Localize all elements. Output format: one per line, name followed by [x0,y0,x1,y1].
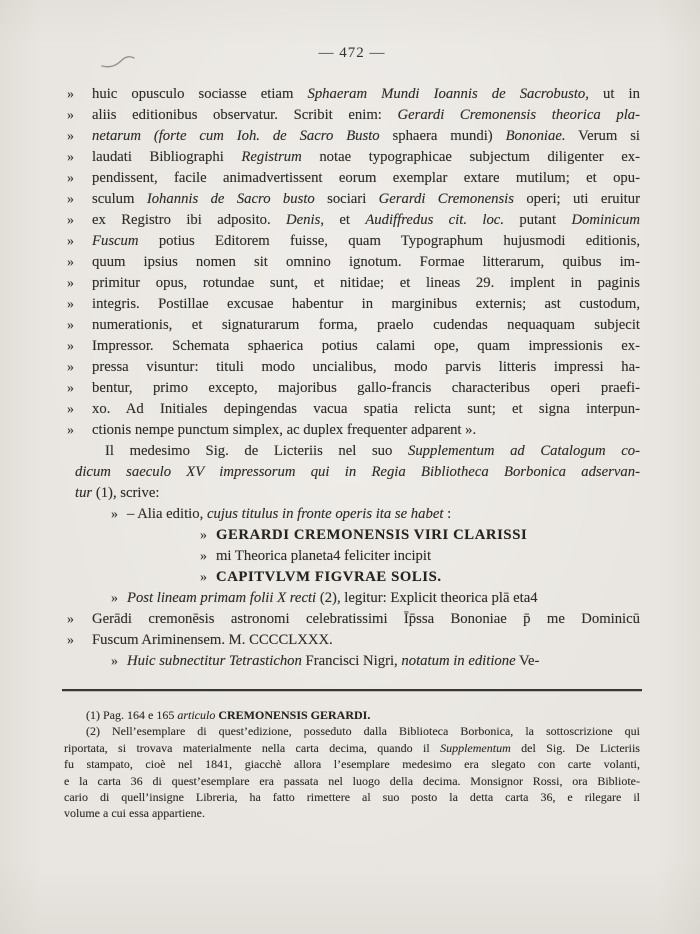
quote-marker: » [67,297,74,312]
text-segment: Iohannis de Sacro busto [146,191,315,207]
text-line [64,546,640,567]
line-text [92,315,640,336]
text-line [64,651,640,672]
line-text [64,757,640,771]
text-segment: notatum in editione [401,653,516,669]
text-line [64,609,640,630]
line-text [86,724,640,738]
text-segment: pendissent, facile animadvertissent eorum exemplar extare mutilum; et opu- [92,170,640,186]
line-text [92,210,640,231]
text-segment: e la carta 36 di quest’esemplare era passata nel luogo della decima. Monsignor Rossi, ora Bibliote- [64,773,640,788]
text-segment: Huic subnectitur Tetrastichon [126,653,302,669]
footnotes [64,707,640,822]
footnote-rule [62,689,642,691]
text-segment: quum ipsius nomen sit omnino ignotum. Formae litterarum, quibus im- [92,254,640,270]
footnote-line [64,773,640,789]
quote-marker: » [67,423,74,438]
text-segment: Impressor. Schemata sphaerica potius calami ope, quam impressionis ex- [92,338,640,354]
line-text [92,294,640,315]
text-segment: del Sig. De Licteriis [510,740,640,755]
footnote-line [64,789,640,805]
quote-marker: » [111,507,118,522]
footnote-line [64,740,640,756]
line-text [92,231,640,252]
line-text [64,806,205,820]
text-line [64,105,640,126]
text-segment: dicum saeculo XV impressorum qui in Regia Bibliotheca Borbonica adservan- [75,464,640,480]
line-text [92,189,640,210]
text-segment: – Alia editio, [126,506,207,522]
text-segment: Verum si [565,128,641,144]
text-segment: sphaera mundi) [392,128,506,144]
quote-marker: » [67,612,74,627]
text-line [64,126,640,147]
quote-marker: » [67,633,74,648]
text-line [64,567,640,588]
text-line [64,483,640,504]
quote-marker: » [67,150,74,165]
text-segment: netarum (forte cum Ioh. de Sacro Busto [92,128,393,144]
text-segment: Audiffredus cit. loc. [365,212,504,228]
line-text [75,464,640,480]
line-text [92,273,640,294]
text-segment: cario di quell’insigne Libreria, ha fatto rimettere al suo posto la detta carta 36, e rilegare il [64,790,640,805]
line-text [92,336,640,357]
line-text [92,378,640,399]
footnote-line [64,756,640,772]
quote-marker: » [200,528,207,543]
line-text [92,168,640,189]
line-text [64,774,640,788]
text-line [64,336,640,357]
text-line [64,210,640,231]
text-line [64,399,640,420]
text-segment: mi Theorica planeta4 feliciter incipit [215,548,432,564]
line-text [92,357,640,378]
text-segment: Gerardi Cremonensis [378,191,514,207]
text-line [64,630,640,651]
text-line [64,84,640,105]
line-text [216,527,527,543]
text-segment: putant [504,212,572,228]
text-line [64,441,640,462]
text-segment: ctionis nempe punctum simplex, ac duplex frequenter adparent ». [92,422,477,438]
line-text [64,741,640,755]
text-line [64,378,640,399]
text-segment: Il medesimo Sig. de Licteriis nel suo [105,443,408,459]
line-text [75,485,159,501]
text-line [64,462,640,483]
quote-marker: » [67,129,74,144]
quote-marker: » [67,339,74,354]
text-segment: sculum [92,191,147,207]
text-segment: CAPITVLVM FIGVRAE SOLIS. [215,569,442,585]
text-segment: tur [75,485,93,501]
quote-marker: » [67,255,74,270]
text-segment: laudati Bibliographi [92,149,242,165]
text-segment: Dominicum [571,212,640,228]
text-segment: (1) Pag. 164 e 165 [86,708,178,722]
text-segment: Denis [286,212,321,228]
line-text [92,399,640,420]
text-segment: pressa visuntur: tituli modo uncialibus, modo parvis litteris impressi ha- [92,359,640,375]
text-line [64,168,640,189]
text-segment: operi; uti eruitur [513,191,640,207]
text-line [64,315,640,336]
text-segment: Gerardi Cremonensis theorica pla- [397,107,641,123]
text-segment: , ut in [585,86,640,102]
text-line [64,147,640,168]
text-segment: Bononiae. [505,128,566,144]
line-text [216,548,431,564]
line-text [127,590,538,606]
text-segment: xo. Ad Initiales depingendas vacua spatia relicta sunt; et signa interpun- [92,401,640,417]
text-segment: numerationis, et signaturarum forma, praelo cudendas nequaquam subjecit [92,317,640,333]
line-text [127,506,451,522]
quote-marker: » [67,360,74,375]
text-line [64,189,640,210]
text-segment: huic opusculo sociasse etiam [92,86,308,102]
page-number: — 472 — [318,45,386,61]
text-segment: cujus titulus in fronte operis ita se habet [206,506,444,522]
text-segment: Gerādi cremonēsis astronomi celebratissimi Īp̄ssa Bononiae p̄ me Dominicū [92,611,640,627]
text-segment: aliis editionibus observatur. Scribit enim: [92,107,398,123]
text-segment: integris. Postillae excusae habentur in marginibus externis; ast custodum, [92,296,640,312]
text-line [64,525,640,546]
footnote-line [64,723,640,739]
text-segment: Post lineam primam folii X recti [126,590,317,606]
text-segment: Francisci Nigri, [301,653,402,669]
line-text [92,147,640,168]
line-text [127,653,539,669]
quote-marker: » [111,591,118,606]
text-segment: Fuscum [92,233,139,249]
text-segment: (1), scrive: [92,485,160,501]
line-text [86,708,370,722]
line-text [92,630,640,651]
line-text [64,790,640,804]
text-segment: Supplementum [440,740,511,755]
text-segment: CREMONENSIS GERARDI. [218,708,371,722]
quote-marker: » [67,171,74,186]
text-line [64,588,640,609]
quote-marker: » [67,87,74,102]
text-line [64,273,640,294]
text-line [64,420,640,441]
text-segment: volume a cui essa appartiene. [64,806,205,821]
text-line [64,504,640,525]
text-line [64,357,640,378]
quote-marker: » [67,192,74,207]
line-text [92,252,640,273]
line-text [92,84,640,105]
text-segment: Supplementum ad Catalogum co- [407,443,640,459]
text-segment: GERARDI CREMONENSIS VIRI CLARISSI [215,527,528,543]
text-segment: (2) Nell’esemplare di quest’edizione, posseduto dalla Biblioteca Borbonica, la sottoscrizione qui [86,724,640,739]
quote-marker: » [67,108,74,123]
quote-marker: » [67,381,74,396]
text-line [64,231,640,252]
quote-marker: » [67,213,74,228]
footnote-line [64,805,640,821]
text-segment: primitur opus, rotundae sunt, et nitidae; et lineas 29. implent in paginis [92,275,640,291]
text-segment: Ve- [515,653,540,669]
text-segment: articulo [177,708,216,722]
text-segment: Registrum [241,149,302,165]
text-segment: fu stampato, cioè nel 1841, giacchè allora l’esemplare medesimo era slegato con carte volanti, [64,757,640,772]
text-segment: ex Registro ibi adposito. [92,212,287,228]
line-text [105,443,640,459]
text-line [64,252,640,273]
text-segment: riportata, si trovava materialmente nella carta decima, quando il [64,740,441,755]
quote-marker: » [67,276,74,291]
text-segment: Sphaeram Mundi Ioannis de Sacrobusto [307,86,586,102]
text-segment: , et [320,212,366,228]
quote-marker: » [200,549,207,564]
text-segment: potius Editorem fuisse, quam Typographum hujusmodi editionis, [138,233,640,249]
quote-marker: » [67,234,74,249]
text-segment: notae typographicae subjectum diligenter ex- [301,149,641,165]
text-segment: (2), legitur: Explicit theorica plā eta4 [316,590,538,606]
line-text [92,105,640,126]
text-line [64,294,640,315]
line-text [92,420,640,441]
line-text [216,569,442,585]
line-text [92,126,640,147]
text-segment: bentur, primo excepto, majoribus gallo-francis characteribus operi praefi- [92,380,640,396]
line-text [92,609,640,630]
quote-marker: » [67,402,74,417]
body-text [64,84,640,672]
text-segment: : [443,506,452,522]
quote-marker: » [111,654,118,669]
quote-marker: » [67,318,74,333]
text-segment: sociari [314,191,379,207]
text-segment: Fuscum Ariminensem. M. CCCCLXXX. [92,632,333,648]
quote-marker: » [200,570,207,585]
footnote-line [64,707,640,723]
